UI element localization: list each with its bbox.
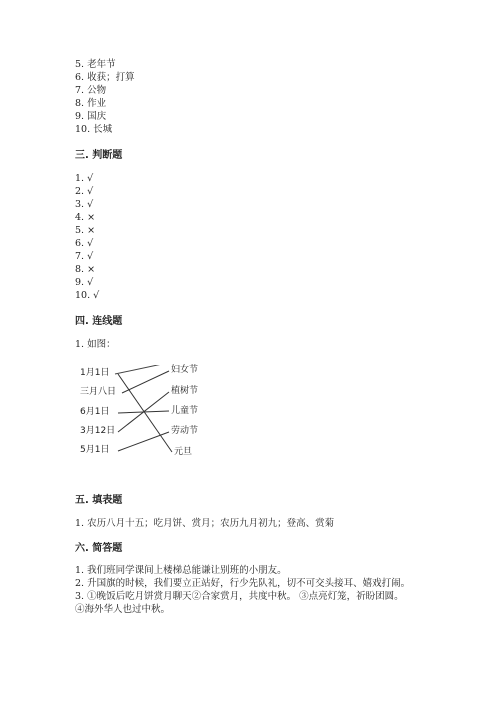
answer-line: 5. 老年节 <box>75 59 116 70</box>
right-item: 儿童节 <box>171 405 199 416</box>
answer-line: 10. 长城 <box>75 124 113 136</box>
answer-line: 5. × <box>75 224 96 236</box>
right-item: 植树节 <box>171 385 199 396</box>
section4-title: 四. 连线题 <box>75 315 123 327</box>
answer-line: 3. ①晚饭后吃月饼赏月聊天②合家赏月，共度中秋。 ③点亮灯笼，祈盼团圆。 <box>75 590 404 602</box>
answer-line: 8. × <box>75 264 96 276</box>
section5-title: 五. 填表题 <box>75 494 123 506</box>
link-mar12-arborday <box>118 392 169 432</box>
answer-line: 2. 升国旗的时候，我们要立正站好，行少先队礼，切不可交头接耳、嬉戏打闹。 <box>75 577 411 589</box>
section4-intro: 1. 如图： <box>75 338 116 350</box>
answer-line: 10. √ <box>75 290 100 302</box>
left-item: 6月1日 <box>80 406 110 417</box>
matching-diagram <box>75 365 435 480</box>
answer-line: ④海外华人也过中秋。 <box>75 603 171 615</box>
answer-line: 3. √ <box>75 198 94 210</box>
matching-links <box>75 365 435 480</box>
answer-line: 1. 我们班同学课间上楼梯总能谦让别班的小朋友。 <box>75 564 287 576</box>
answer-line: 6. 收获；打算 <box>75 72 135 84</box>
answer-line: 1. √ <box>75 172 94 184</box>
answer-line: 9. √ <box>75 277 94 289</box>
answer-line: 8. 作业 <box>75 98 107 110</box>
answer-line: 7. 公物 <box>75 85 107 97</box>
section6-title: 六. 简答题 <box>75 542 123 554</box>
link-mar8-womensday <box>122 371 169 393</box>
answer-line: 2. √ <box>75 185 94 197</box>
answer-line: 1. 农历八月十五；吃月饼、赏月；农历九月初九；登高、赏菊 <box>75 517 335 529</box>
right-item: 妇女节 <box>171 364 199 375</box>
left-item: 1月1日 <box>80 367 110 378</box>
right-item: 劳动节 <box>171 425 199 436</box>
answer-line: 4. × <box>75 211 96 223</box>
section3-answers <box>75 172 435 303</box>
link-may1-laborday <box>118 432 169 451</box>
section3-title: 三. 判断题 <box>75 149 123 161</box>
left-item: 5月1日 <box>80 444 110 455</box>
left-item: 3月12日 <box>80 425 116 436</box>
answer-sheet <box>75 58 435 616</box>
answer-line: 7. √ <box>75 251 94 263</box>
section6-answers <box>75 564 435 616</box>
answer-line: 9. 国庆 <box>75 111 107 123</box>
answer-line: 6. √ <box>75 238 94 250</box>
left-item: 三月八日 <box>80 386 117 397</box>
section2-answers <box>75 58 435 137</box>
right-item: 元旦 <box>174 446 193 457</box>
